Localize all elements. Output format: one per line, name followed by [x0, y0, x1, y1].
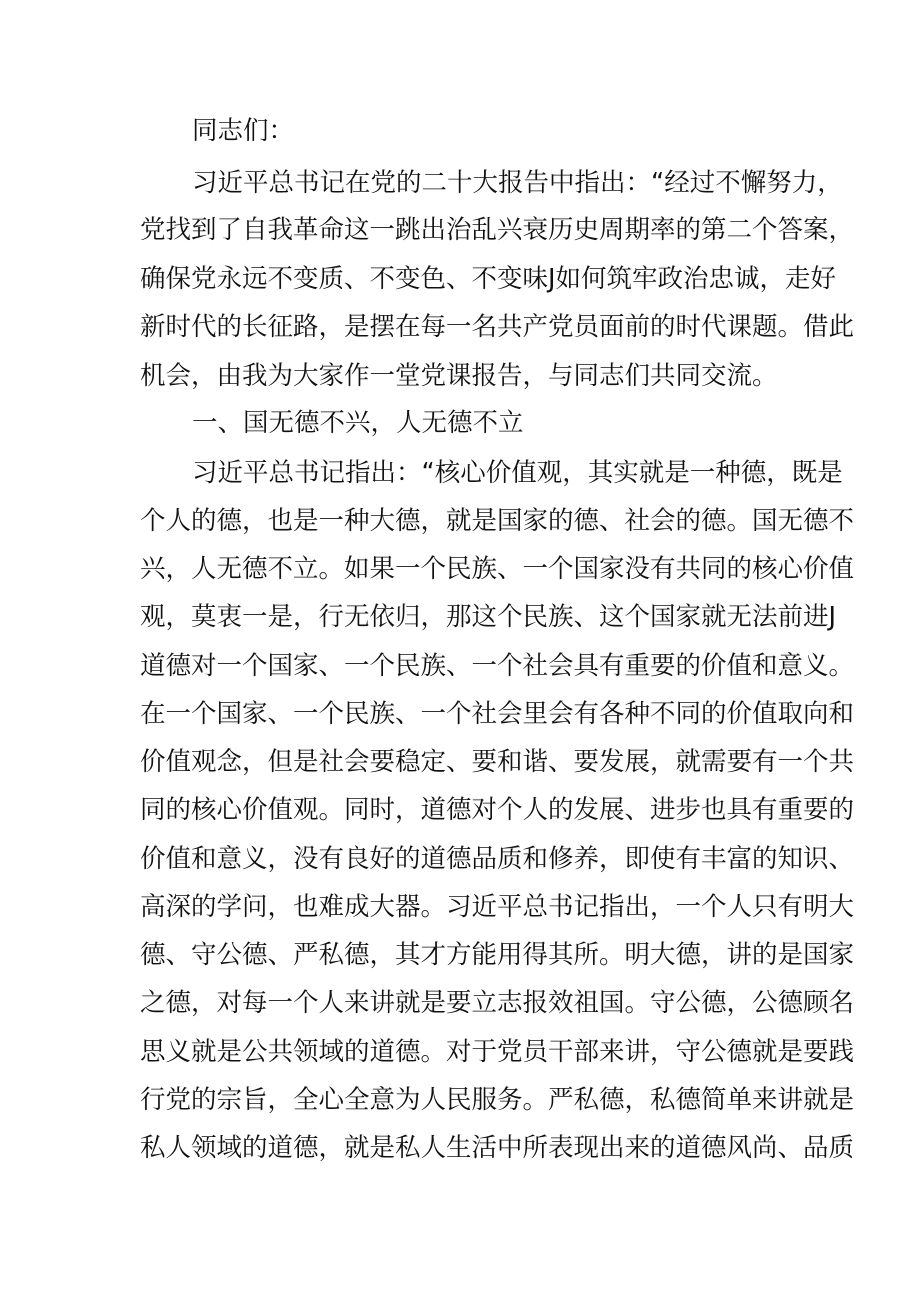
paragraph-line: 观，莫衷一是，行无依归，那这个民族、这个国家就无法前进J — [140, 602, 837, 632]
paragraph-line: 思义就是公共领域的道德。对于党员干部来讲，守公德就是要践 — [140, 1037, 855, 1067]
paragraph-line: 习近平总书记指出：“核心价值观，其实就是一种德，既是 — [192, 458, 843, 488]
paragraph-line: 之德，对每一个人来讲就是要立志报效祖国。守公德，公德顾名 — [140, 988, 855, 1018]
paragraph-line: 价值和意义，没有良好的道德品质和修养，即使有丰富的知识、 — [140, 844, 855, 874]
paragraph-line: 同的核心价值观。同时，道德对个人的发展、进步也具有重要的 — [140, 795, 855, 825]
paragraph-line: 机会，由我为大家作一堂党课报告，与同志们共同交流。 — [140, 361, 778, 391]
paragraph-line: 确保党永远不变质、不变色、不变味J如何筑牢政治忠诚，走好 — [140, 264, 837, 294]
paragraph-line: 习近平总书记在党的二十大报告中指出：“经过不懈努力， — [192, 168, 843, 198]
paragraph-line: 个人的德，也是一种大德，就是国家的德、社会的德。国无德不 — [140, 506, 855, 536]
paragraph-line: 党找到了自我革命这一跳出治乱兴衰历史周期率的第二个答案， — [140, 215, 855, 245]
paragraph-line: 新时代的长征路，是摆在每一名共产党员面前的时代课题。借此 — [140, 312, 855, 342]
paragraph-line: 兴，人无德不立。如果一个民族、一个国家没有共同的核心价值 — [140, 554, 855, 584]
paragraph-line: 行党的宗旨，全心全意为人民服务。严私德，私德简单来讲就是 — [140, 1085, 855, 1115]
section-heading: 一、国无德不兴，人无德不立 — [192, 408, 524, 438]
paragraph-line: 高深的学问，也难成大器。习近平总书记指出，一个人只有明大 — [140, 892, 855, 922]
paragraph-line: 价值观念，但是社会要稳定、要和谐、要发展，就需要有一个共 — [140, 747, 855, 777]
paragraph-line: 在一个国家、一个民族、一个社会里会有各种不同的价值取向和 — [140, 699, 855, 729]
paragraph-line: 私人领域的道德，就是私人生活中所表现出来的道德风尚、品质 — [140, 1133, 855, 1163]
salutation: 同志们： — [192, 116, 295, 146]
paragraph-line: 德、守公德、严私德，其才方能用得其所。明大德，讲的是国家 — [140, 940, 855, 970]
paragraph-line: 道德对一个国家、一个民族、一个社会具有重要的价值和意义。 — [140, 651, 855, 681]
